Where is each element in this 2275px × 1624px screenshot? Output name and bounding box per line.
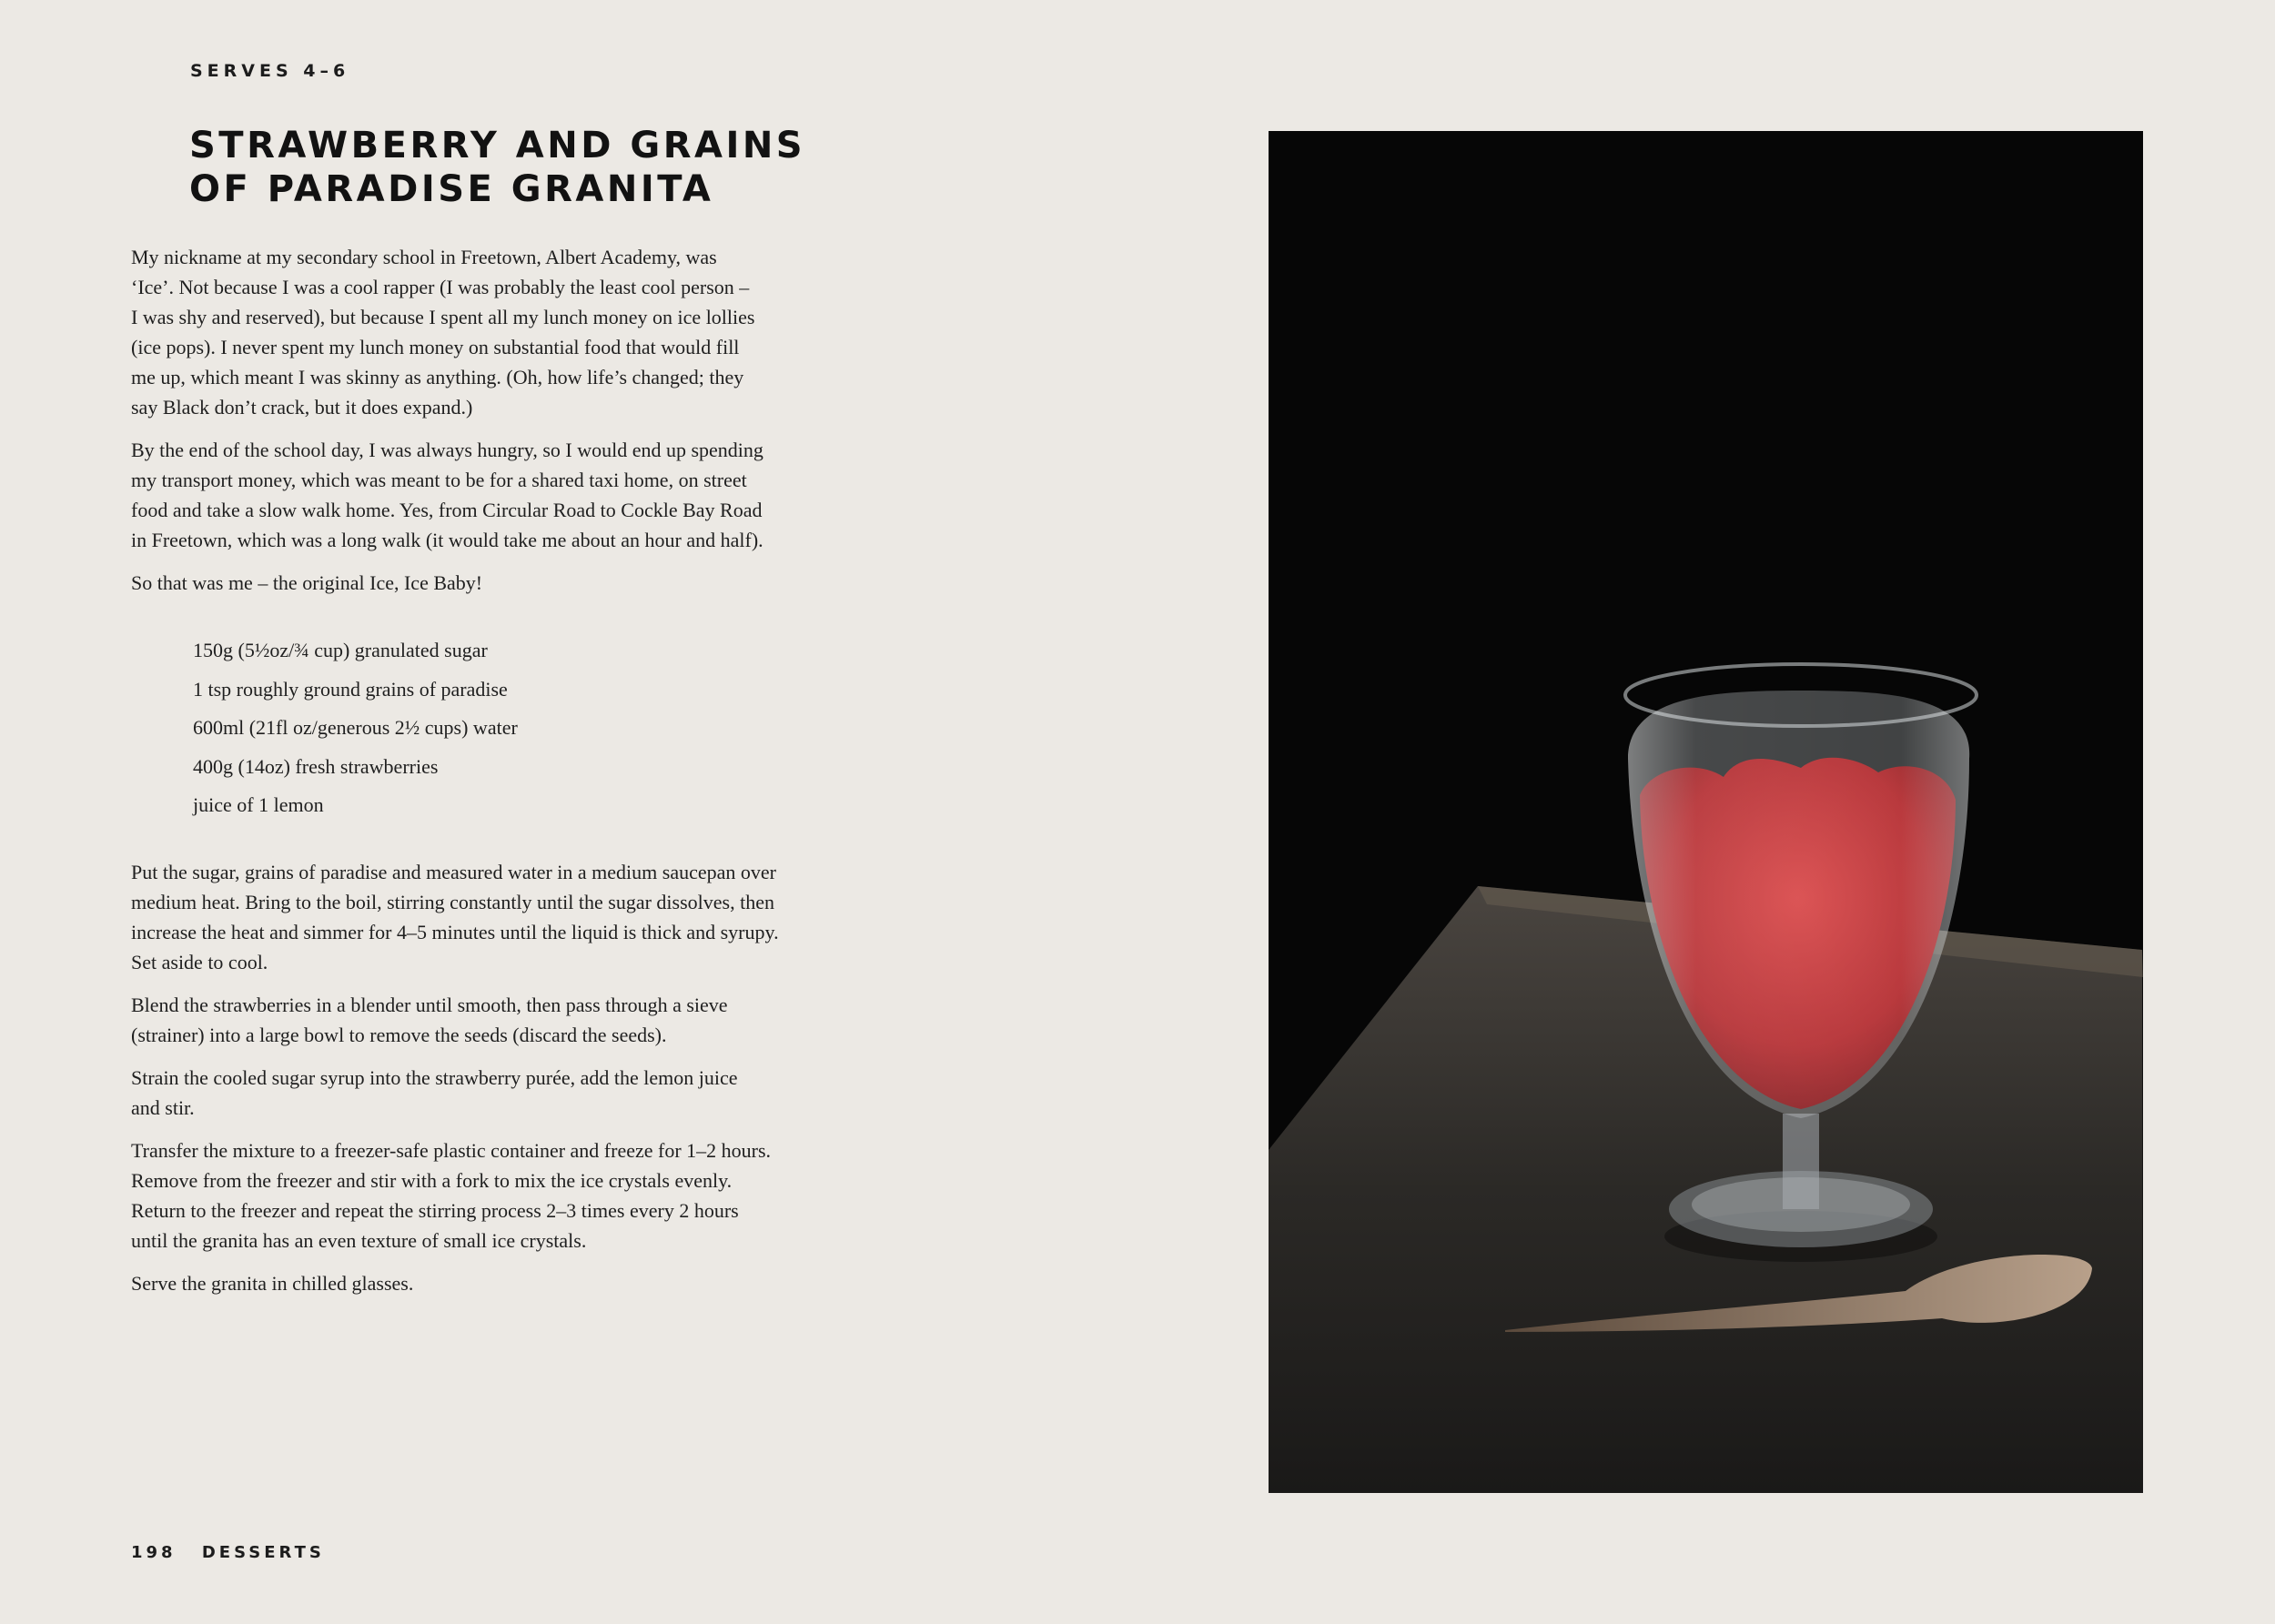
intro-text bbox=[131, 242, 859, 610]
granita-photo bbox=[1269, 131, 2143, 1493]
method-step: Blend the strawberries in a blender until smooth, then pass through a sieve (strainer) into a large bowl to remove the seeds (discard the seeds). bbox=[131, 994, 728, 1046]
method-text bbox=[131, 857, 859, 1311]
section-name: DESSERTS bbox=[201, 1543, 325, 1562]
page-footer bbox=[131, 1543, 325, 1562]
title-line-1: STRAWBERRY AND GRAINS bbox=[189, 125, 806, 166]
page-number: 198 bbox=[131, 1543, 177, 1562]
method-step: Serve the granita in chilled glasses. bbox=[131, 1272, 414, 1295]
ingredient-item: juice of 1 lemon bbox=[193, 793, 324, 816]
method-step: Transfer the mixture to a freezer-safe plastic container and freeze for 1–2 hours. Remove from the freezer and stir with a fork to mix the ice crystals evenly. Return to the freezer and repeat the stirring process 2–3 times every 2 hours until the granita has an even texture of small ice crystals. bbox=[131, 1139, 772, 1252]
recipe-title bbox=[189, 124, 917, 211]
ingredients-list bbox=[193, 637, 518, 831]
title-line-2: OF PARADISE GRANITA bbox=[189, 168, 714, 210]
ingredient-item: 400g (14oz) fresh strawberries bbox=[193, 754, 439, 778]
ingredient-item: 600ml (21fl oz/generous 2½ cups) water bbox=[193, 716, 518, 739]
method-step: Strain the cooled sugar syrup into the strawberry purée, add the lemon juice and stir. bbox=[131, 1066, 738, 1119]
ingredient-item: 150g (5½oz/¾ cup) granulated sugar bbox=[193, 639, 488, 661]
intro-paragraph: By the end of the school day, I was always hungry, so I would end up spending my transport money, which was meant to be for a shared taxi home, on street food and take a slow walk home. Yes, from Circular Road to Cockle Bay Road in Freetown, which was a long walk (it would take me about an hour and half). bbox=[131, 439, 763, 551]
intro-paragraph: My nickname at my secondary school in Freetown, Albert Academy, was ‘Ice’. Not because I was a cool rapper (I was probably the least cool person – I was shy and reserved), but because I spent all my lunch money on ice lollies (ice pops). I never spent my lunch money on substantial food that would fill me up, which meant I was skinny as anything. (Oh, how life’s changed; they say Black don’t crack, but it does expand.) bbox=[131, 246, 755, 419]
method-step: Put the sugar, grains of paradise and measured water in a medium saucepan over medium heat. Bring to the boil, stirring constantly until the sugar dissolves, then increase the heat and simmer for 4–5 minutes until the liquid is thick and syrupy. Set aside to cool. bbox=[131, 861, 779, 973]
ingredient-item: 1 tsp roughly ground grains of paradise bbox=[193, 677, 508, 701]
intro-paragraph: So that was me – the original Ice, Ice Baby! bbox=[131, 571, 483, 594]
serves-label: SERVES 4–6 bbox=[190, 61, 350, 81]
